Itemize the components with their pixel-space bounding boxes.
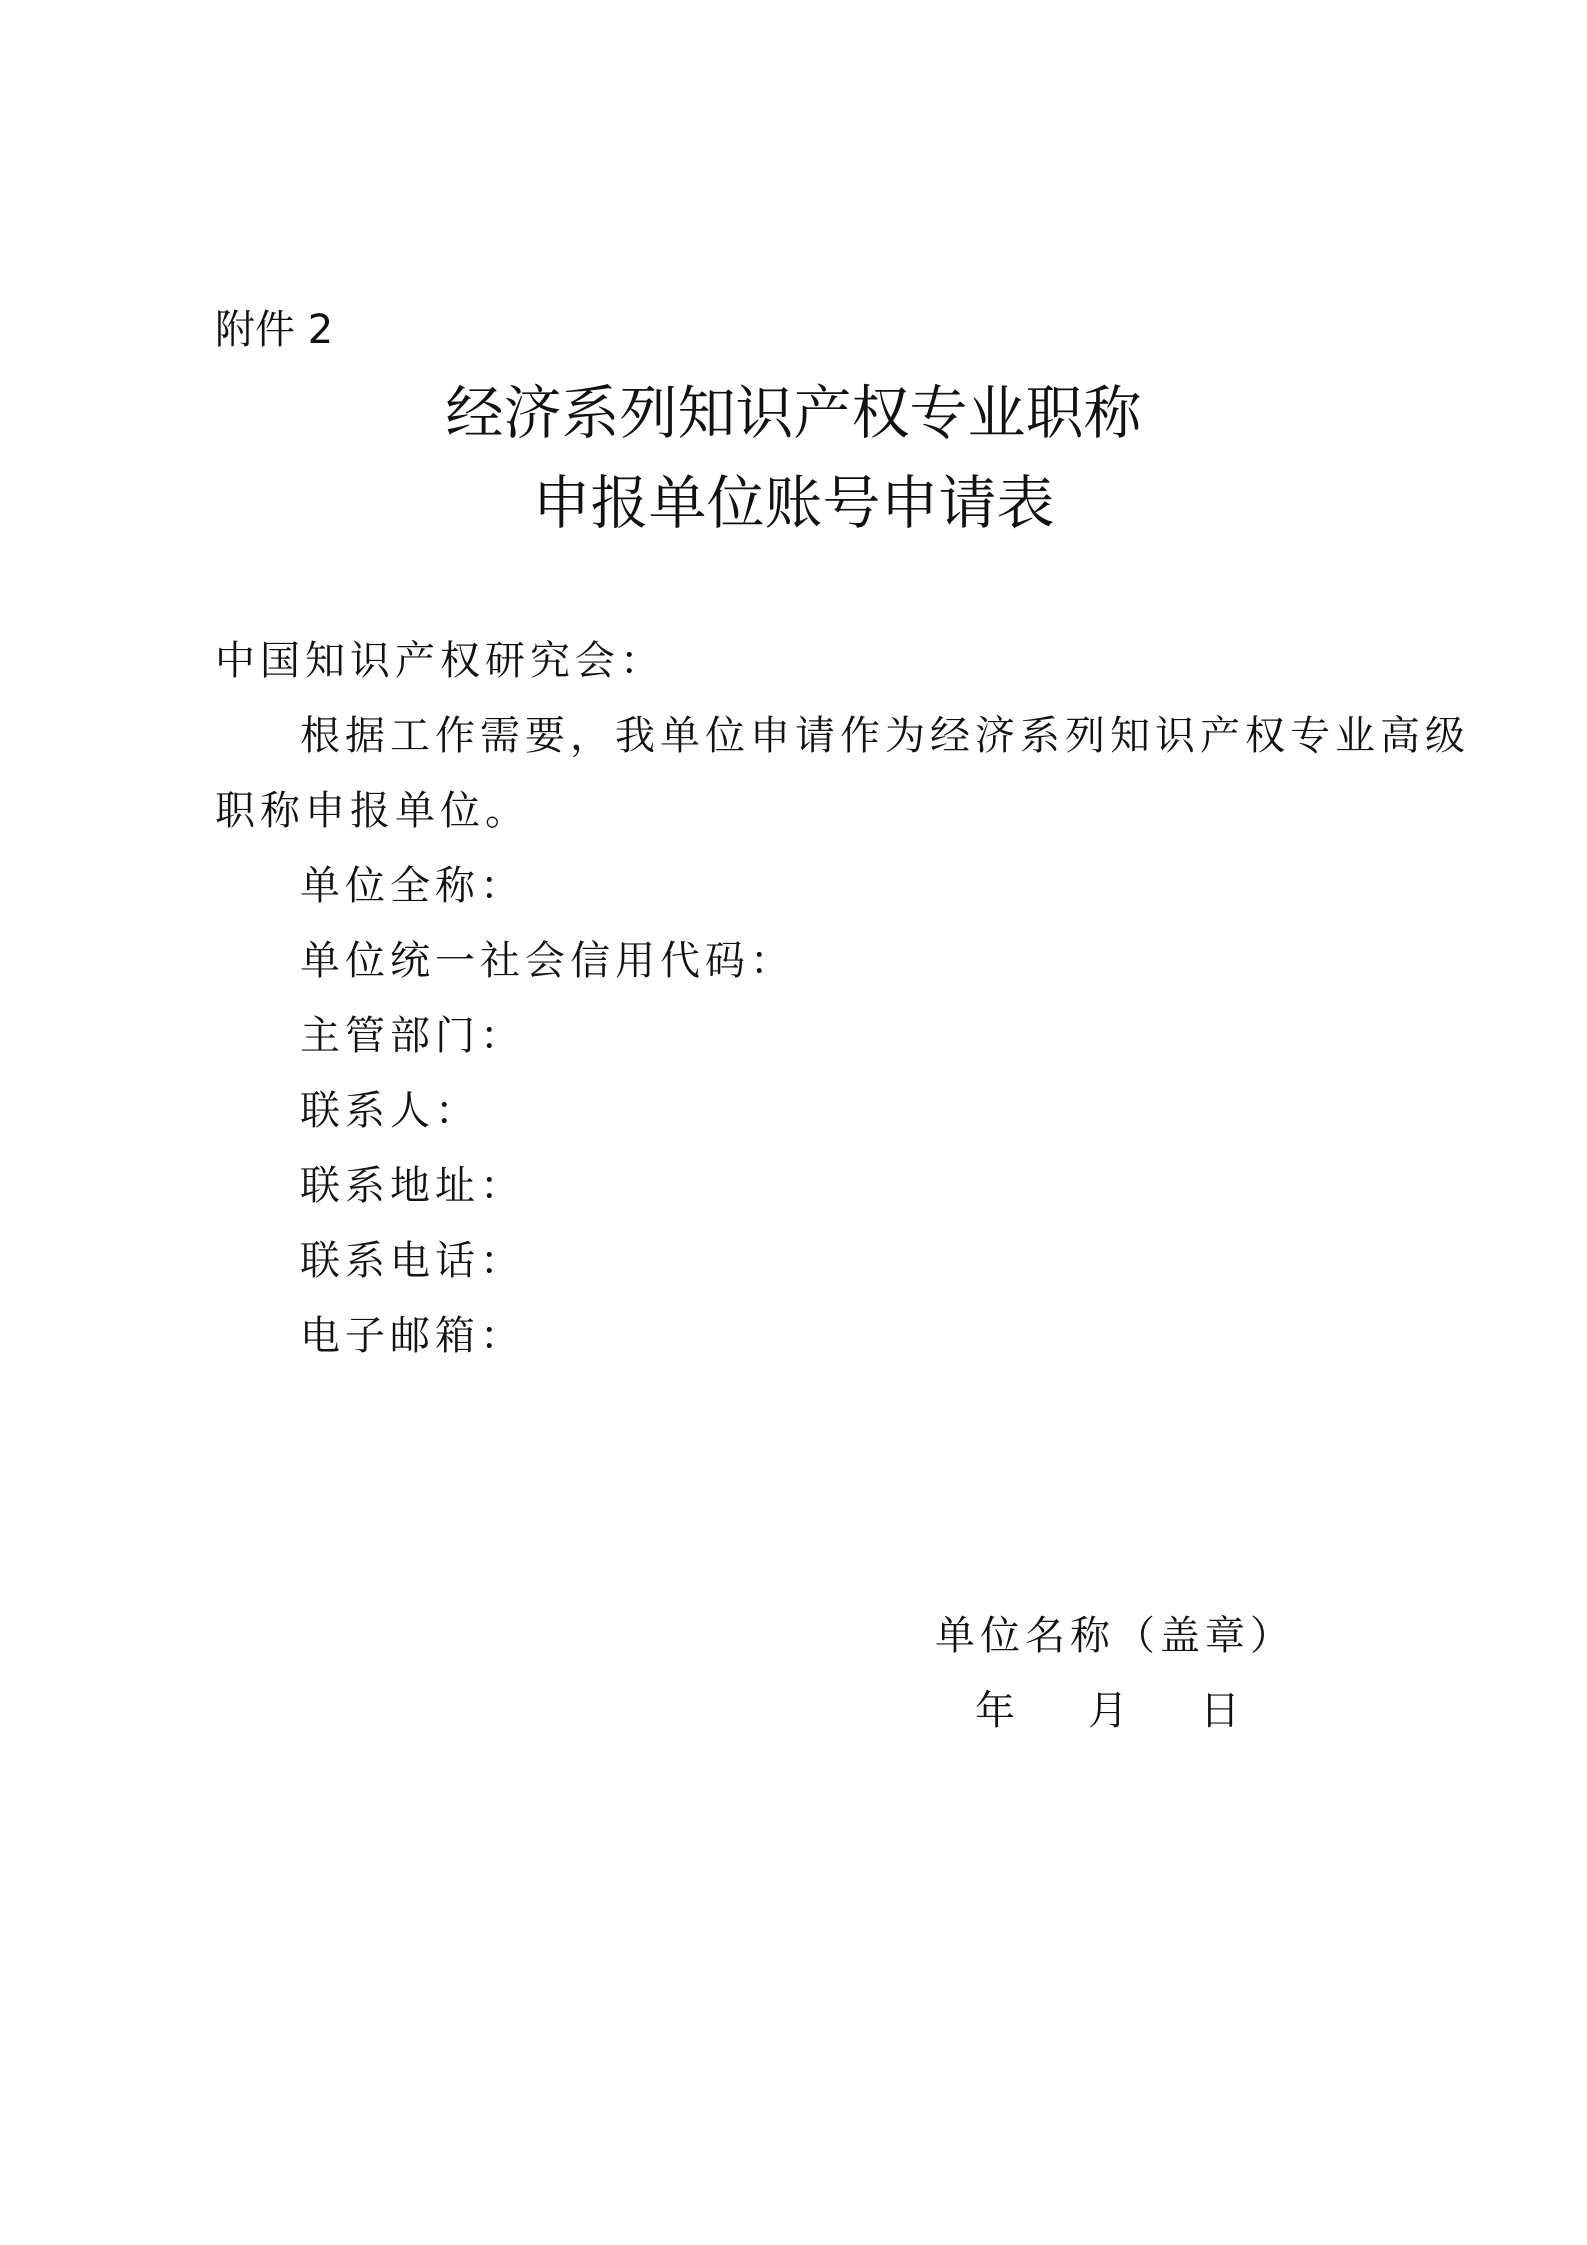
field-email: 电子邮箱： bbox=[300, 1313, 525, 1359]
field-contact-address: 联系地址： bbox=[300, 1163, 525, 1209]
date-month-label: 月 bbox=[1088, 1688, 1128, 1734]
attachment-label: 附件 2 bbox=[215, 307, 334, 353]
document-title-line-2: 申报单位账号申请表 bbox=[532, 469, 1055, 537]
field-credit-code: 单位统一社会信用代码： bbox=[300, 938, 795, 984]
signature-unit-name-seal: 单位名称（盖章） bbox=[935, 1613, 1295, 1659]
field-contact-person: 联系人： bbox=[300, 1088, 480, 1134]
date-day-label: 日 bbox=[1200, 1688, 1240, 1734]
field-supervising-department: 主管部门： bbox=[300, 1013, 525, 1059]
document-title-line-1: 经济系列知识产权专业职称 bbox=[445, 379, 1142, 447]
request-paragraph-line-2: 职称申报单位。 bbox=[215, 788, 530, 834]
field-unit-full-name: 单位全称： bbox=[300, 863, 525, 909]
field-contact-phone: 联系电话： bbox=[300, 1238, 525, 1284]
date-year-label: 年 bbox=[975, 1688, 1015, 1734]
request-paragraph-line-1: 根据工作需要，我单位申请作为经济系列知识产权专业高级 bbox=[300, 713, 1470, 759]
addressee: 中国知识产权研究会： bbox=[215, 638, 665, 684]
